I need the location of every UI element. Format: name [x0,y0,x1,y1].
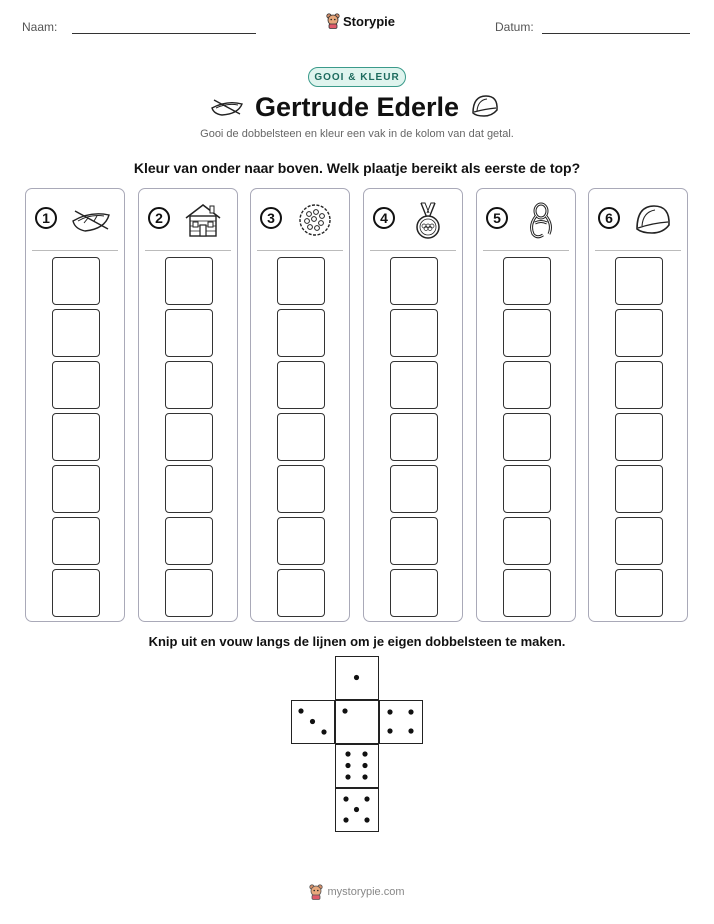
die-face-6 [335,744,379,788]
cut-instruction: Knip uit en vouw langs de lijnen om je eigen dobbelsteen te maken. [148,634,566,649]
color-box[interactable] [390,361,438,409]
swim-cap-icon [470,93,500,121]
column-number: 5 [486,207,508,229]
die-face-3 [291,700,335,744]
color-box[interactable] [390,309,438,357]
activity-badge: GOOI & KLEUR [308,67,406,87]
color-box[interactable] [615,361,663,409]
olympic-medal-icon [408,201,448,241]
color-box[interactable] [277,257,325,305]
column-1 [25,188,125,622]
column-6 [588,188,688,622]
die-face-4 [379,700,423,744]
color-box[interactable] [52,465,100,513]
color-box[interactable] [503,413,551,461]
date-label: Datum: [495,20,534,34]
rope-knot-icon [521,201,561,241]
color-box[interactable] [165,309,213,357]
color-box[interactable] [165,413,213,461]
page-title: Gertrude Ederle [254,92,460,122]
color-box[interactable] [615,569,663,617]
column-4 [363,188,463,622]
die-face-center [335,700,379,744]
color-box[interactable] [277,569,325,617]
color-box[interactable] [52,413,100,461]
color-box[interactable] [390,257,438,305]
color-box[interactable] [390,517,438,565]
color-box[interactable] [165,361,213,409]
color-box[interactable] [503,309,551,357]
color-box[interactable] [165,517,213,565]
color-box[interactable] [503,569,551,617]
color-box[interactable] [52,309,100,357]
date-field[interactable] [542,33,690,34]
color-box[interactable] [52,361,100,409]
house-icon [183,201,223,239]
color-box[interactable] [165,569,213,617]
column-2 [138,188,238,622]
column-3 [250,188,350,622]
instruction-text: Kleur van onder naar boven. Welk plaatje bereikt als eerste de top? [133,160,581,176]
color-box[interactable] [503,517,551,565]
color-box[interactable] [52,569,100,617]
storypie-bear-icon [326,13,340,29]
color-box[interactable] [165,257,213,305]
color-box[interactable] [615,465,663,513]
rowboat-icon [70,201,112,237]
color-box[interactable] [615,257,663,305]
column-number: 3 [260,207,282,229]
column-number: 4 [373,207,395,229]
swim-cap-icon [633,201,673,239]
storypie-logo: Storypie [326,13,395,29]
color-box[interactable] [390,465,438,513]
color-box[interactable] [277,517,325,565]
color-box[interactable] [615,517,663,565]
color-box[interactable] [277,309,325,357]
storypie-bear-icon [309,884,323,900]
column-number: 6 [598,207,620,229]
footer-url: mystorypie.com [327,886,405,898]
page-subtitle: Gooi de dobbelsteen en kleur een vak in de kolom van dat getal. [200,128,514,140]
color-box[interactable] [503,257,551,305]
color-box[interactable] [615,413,663,461]
name-field[interactable] [72,33,256,34]
sponge-icon [295,201,335,239]
die-face-5 [335,788,379,832]
color-box[interactable] [165,465,213,513]
color-box[interactable] [390,413,438,461]
color-box[interactable] [503,465,551,513]
color-box[interactable] [615,309,663,357]
die-face-1 [335,656,379,700]
color-box[interactable] [277,465,325,513]
color-box[interactable] [503,361,551,409]
column-number: 2 [148,207,170,229]
color-box[interactable] [277,413,325,461]
color-box[interactable] [52,517,100,565]
color-box[interactable] [390,569,438,617]
color-box[interactable] [52,257,100,305]
column-5 [476,188,576,622]
footer [0,884,714,900]
column-number: 1 [35,207,57,229]
name-label: Naam: [22,20,58,34]
color-box[interactable] [277,361,325,409]
